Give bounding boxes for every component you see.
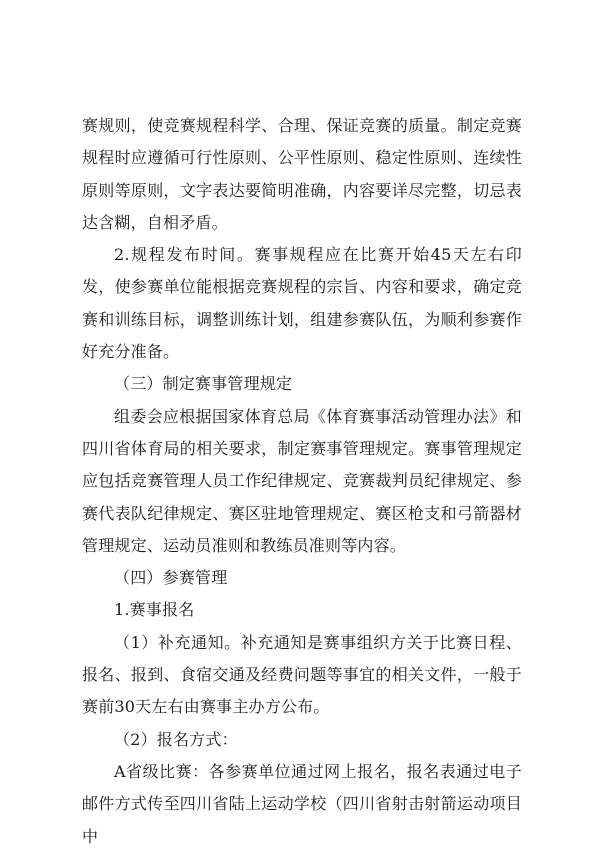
body-text [82,110,522,853]
paragraph-provincial-competition: A省级比赛：各参赛单位通过网上报名，报名表通过电子邮件方式传至四川省陆上运动学校（四川省射击射箭运动项目中 [82,761,522,846]
heading-management-rules-text: （三）制定赛事管理规定 [114,374,293,394]
paragraph-management-rules: 组委会应根据国家体育总局《体育赛事活动管理办法》和四川省体育局的相关要求，制定赛事管理规定。赛事管理规定应包括竞赛管理人员工作纪律规定、竞赛裁判员纪律规定、参赛代表队纪律规定、赛区驻地管理规定、赛区枪支和弓箭器材管理规定、运动员准则和教练员准则等内容。 [82,406,522,555]
subheading-registration: 1.赛事报名 [114,600,195,620]
paragraph-supplementary-notice: （1）补充通知。补充通知是赛事组织方关于比赛日程、报名、报到、食宿交通及经费问题等事宜的相关文件，一般于赛前30天左右由赛事主办方公布。 [82,632,522,717]
heading-participation [82,562,522,594]
heading-participation-text: （四）参赛管理 [114,568,228,588]
paragraph-rule-principles: 赛规则，使竞赛规程科学、合理、保证竞赛的质量。制定竞赛规程时应遵循可行性原则、公平性原则、稳定性原则、连续性原则等原则，文字表达要简明准确，内容要详尽完整，切忌表达含糊，自相矛盾。 [82,116,522,232]
paragraph-release-time: 2.规程发布时间。赛事规程应在比赛开始45天左右印发，使参赛单位能根据竞赛规程的宗旨、内容和要求，确定竞赛和训练目标，调整训练计划，组建参赛队伍，为顺利参赛作好充分准备。 [82,245,522,362]
heading-management-rules [82,368,522,400]
paragraph-registration-method: （2）报名方式： [114,729,238,749]
